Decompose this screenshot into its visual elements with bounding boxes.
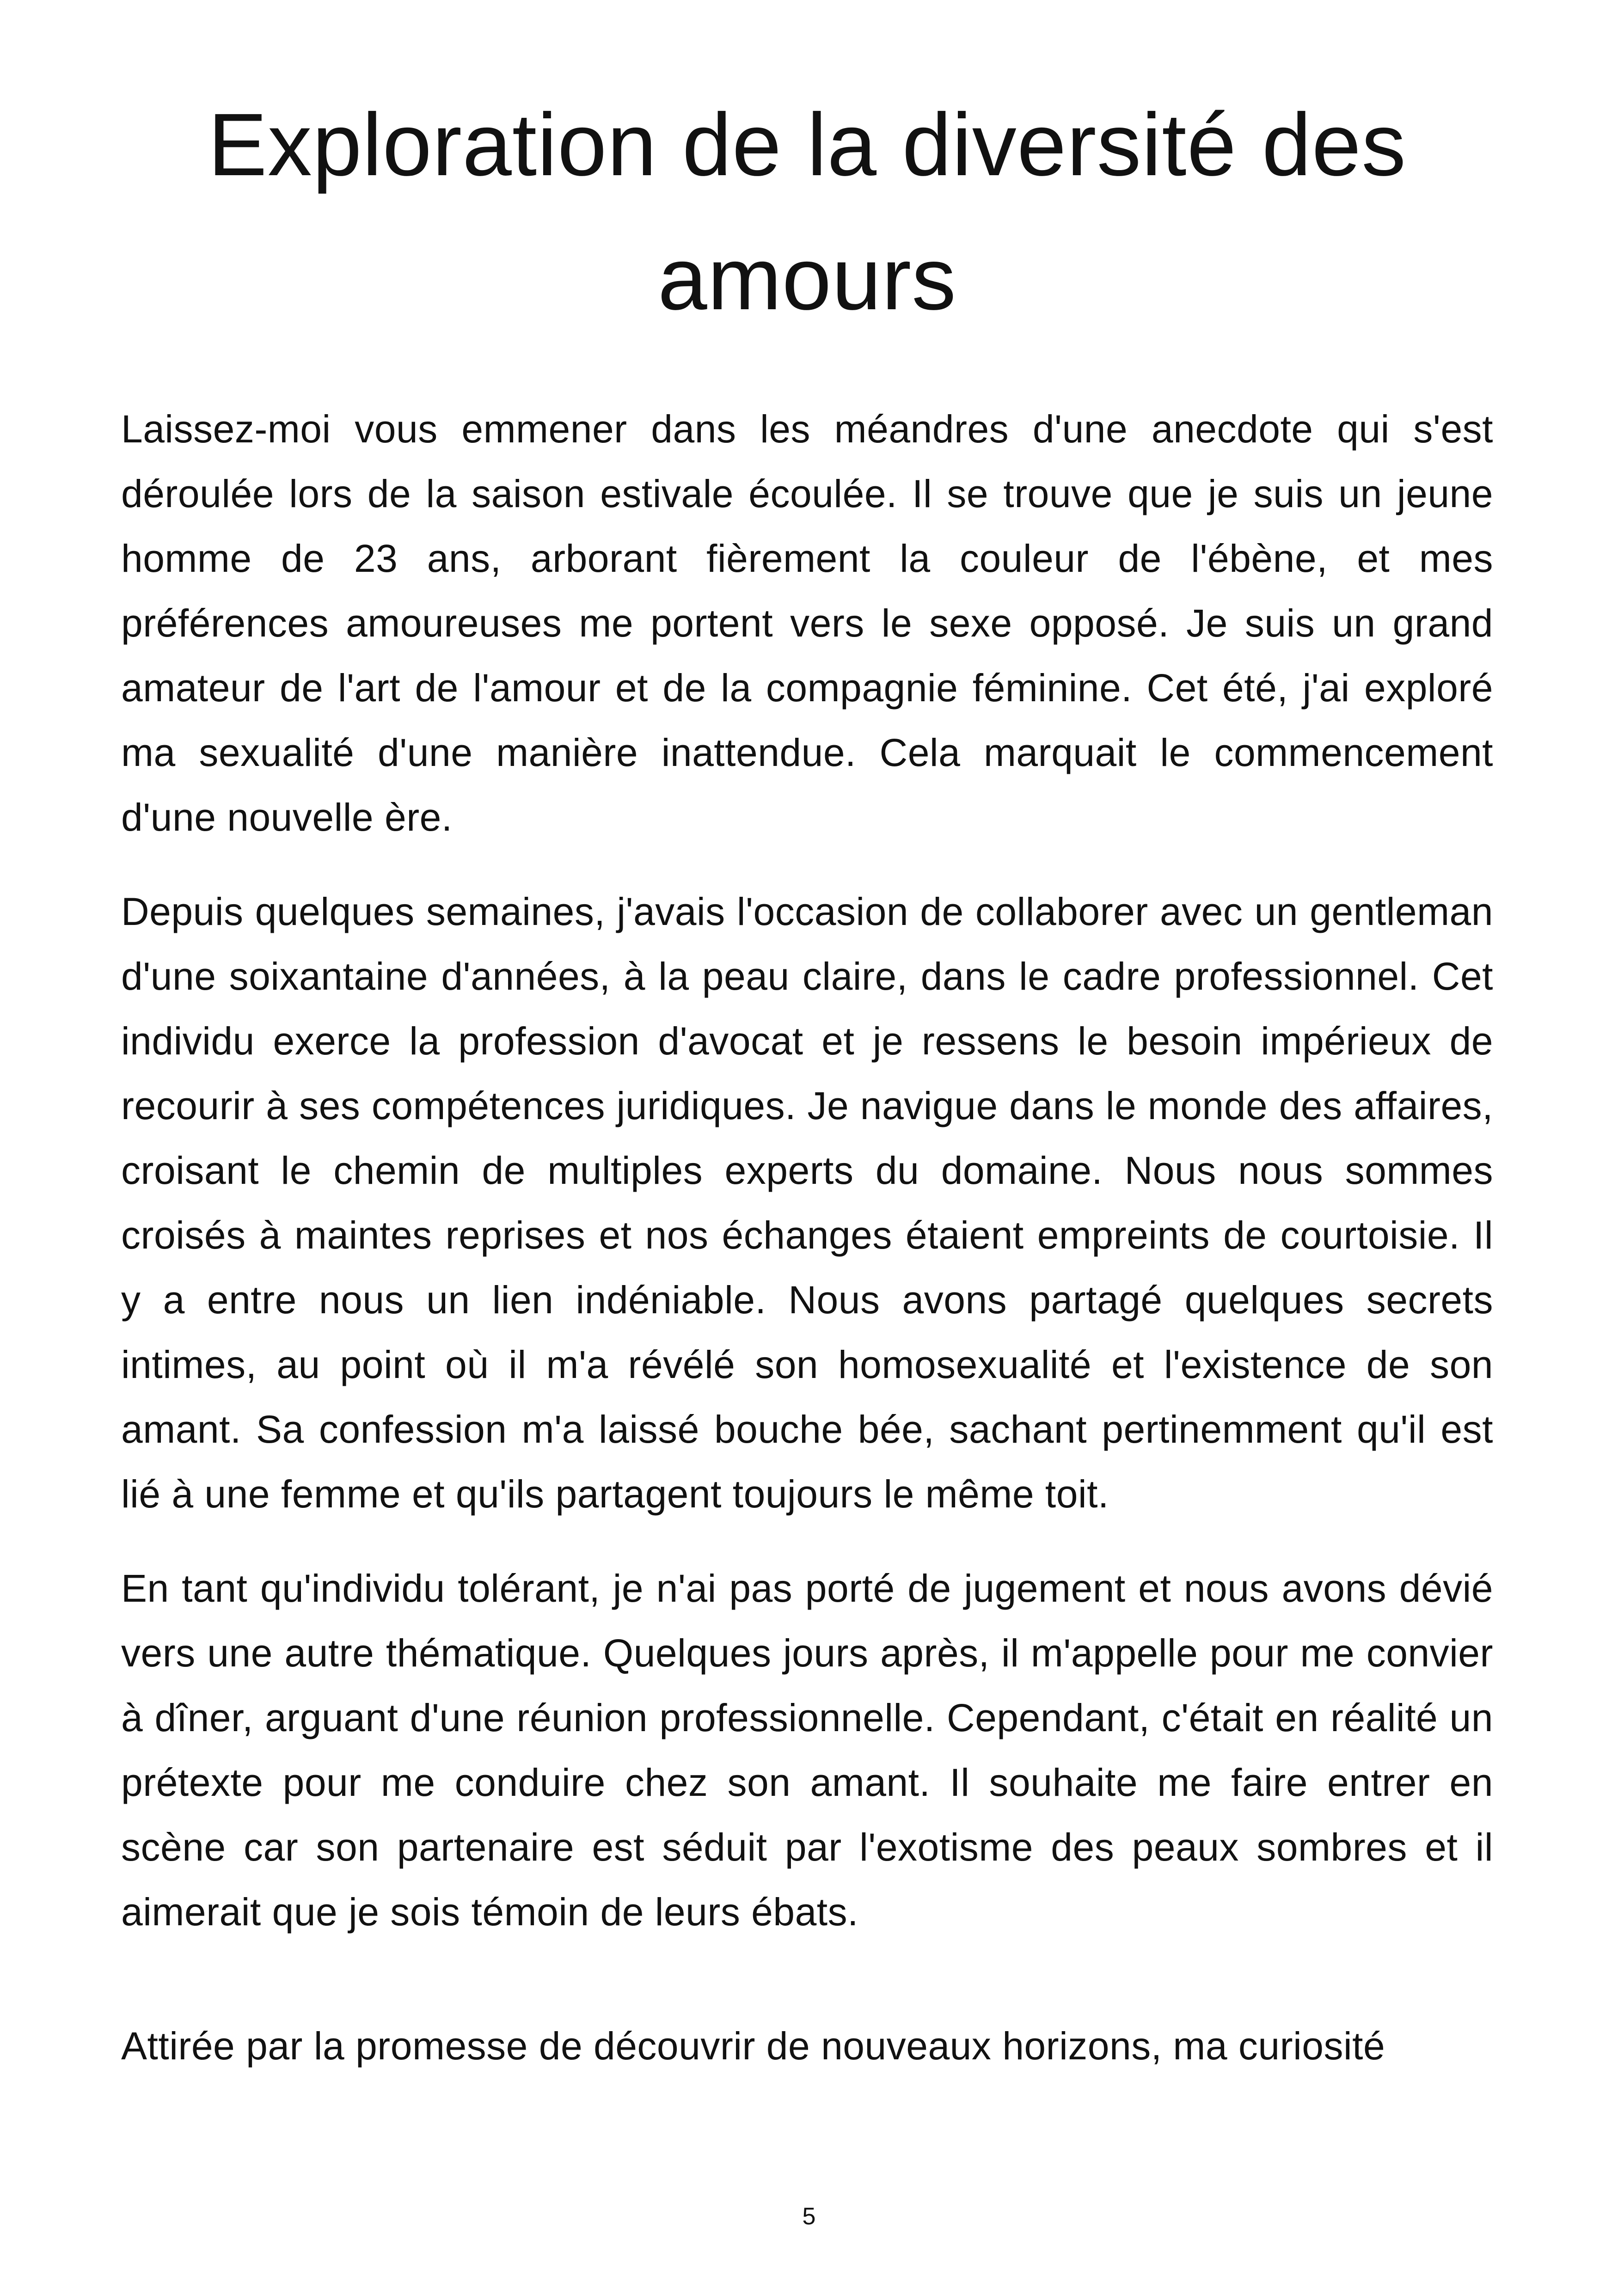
paragraph-2: Depuis quelques semaines, j'avais l'occasion de collaborer avec un gentleman d'une soixantaine d'années, à la peau claire, dans le cadre professionnel. Cet individu exerce la profession d'avocat et je ressens le besoin impérieux de recourir à ses compétences juridiques. Je navigue dans le monde des affaires, croisant le chemin de multiples experts du domaine. Nous nous sommes croisés à maintes reprises et nos échanges étaient empreints de courtoisie. Il y a entre nous un lien indéniable. Nous avons partagé quelques secrets intimes, au point où il m'a révélé son homosexualité et l'existence de son amant. Sa confession m'a laissé bouche bée, sachant pertinemment qu'il est lié à une femme et qu'ils partagent toujours le même toit.	[121, 890, 1493, 1516]
page-title: Exploration de la diversité des amours	[208, 95, 1407, 328]
page-number: 5	[802, 2203, 816, 2230]
body-text	[121, 397, 1493, 2078]
paragraph-4: Attirée par la promesse de découvrir de nouveaux horizons, ma curiosité	[121, 2024, 1385, 2068]
paragraph-3: En tant qu'individu tolérant, je n'ai pas porté de jugement et nous avons dévié vers une autre thématique. Quelques jours après, il m'appelle pour me convier à dîner, arguant d'une réunion professionnelle. Cependant, c'était en réalité un prétexte pour me conduire chez son amant. Il souhaite me faire entrer en scène car son partenaire est séduit par l'exotisme des peaux sombres et il aimerait que je sois témoin de leurs ébats.	[121, 1567, 1493, 1934]
paragraph-1: Laissez-moi vous emmener dans les méandres d'une anecdote qui s'est déroulée lors de la saison estivale écoulée. Il se trouve que je suis un jeune homme de 23 ans, arborant fièrement la couleur de l'ébène, et mes préférences amoureuses me portent vers le sexe opposé. Je suis un grand amateur de l'art de l'amour et de la compagnie féminine. Cet été, j'ai exploré ma sexualité d'une manière inattendue. Cela marquait le commencement d'une nouvelle ère.	[121, 407, 1493, 839]
